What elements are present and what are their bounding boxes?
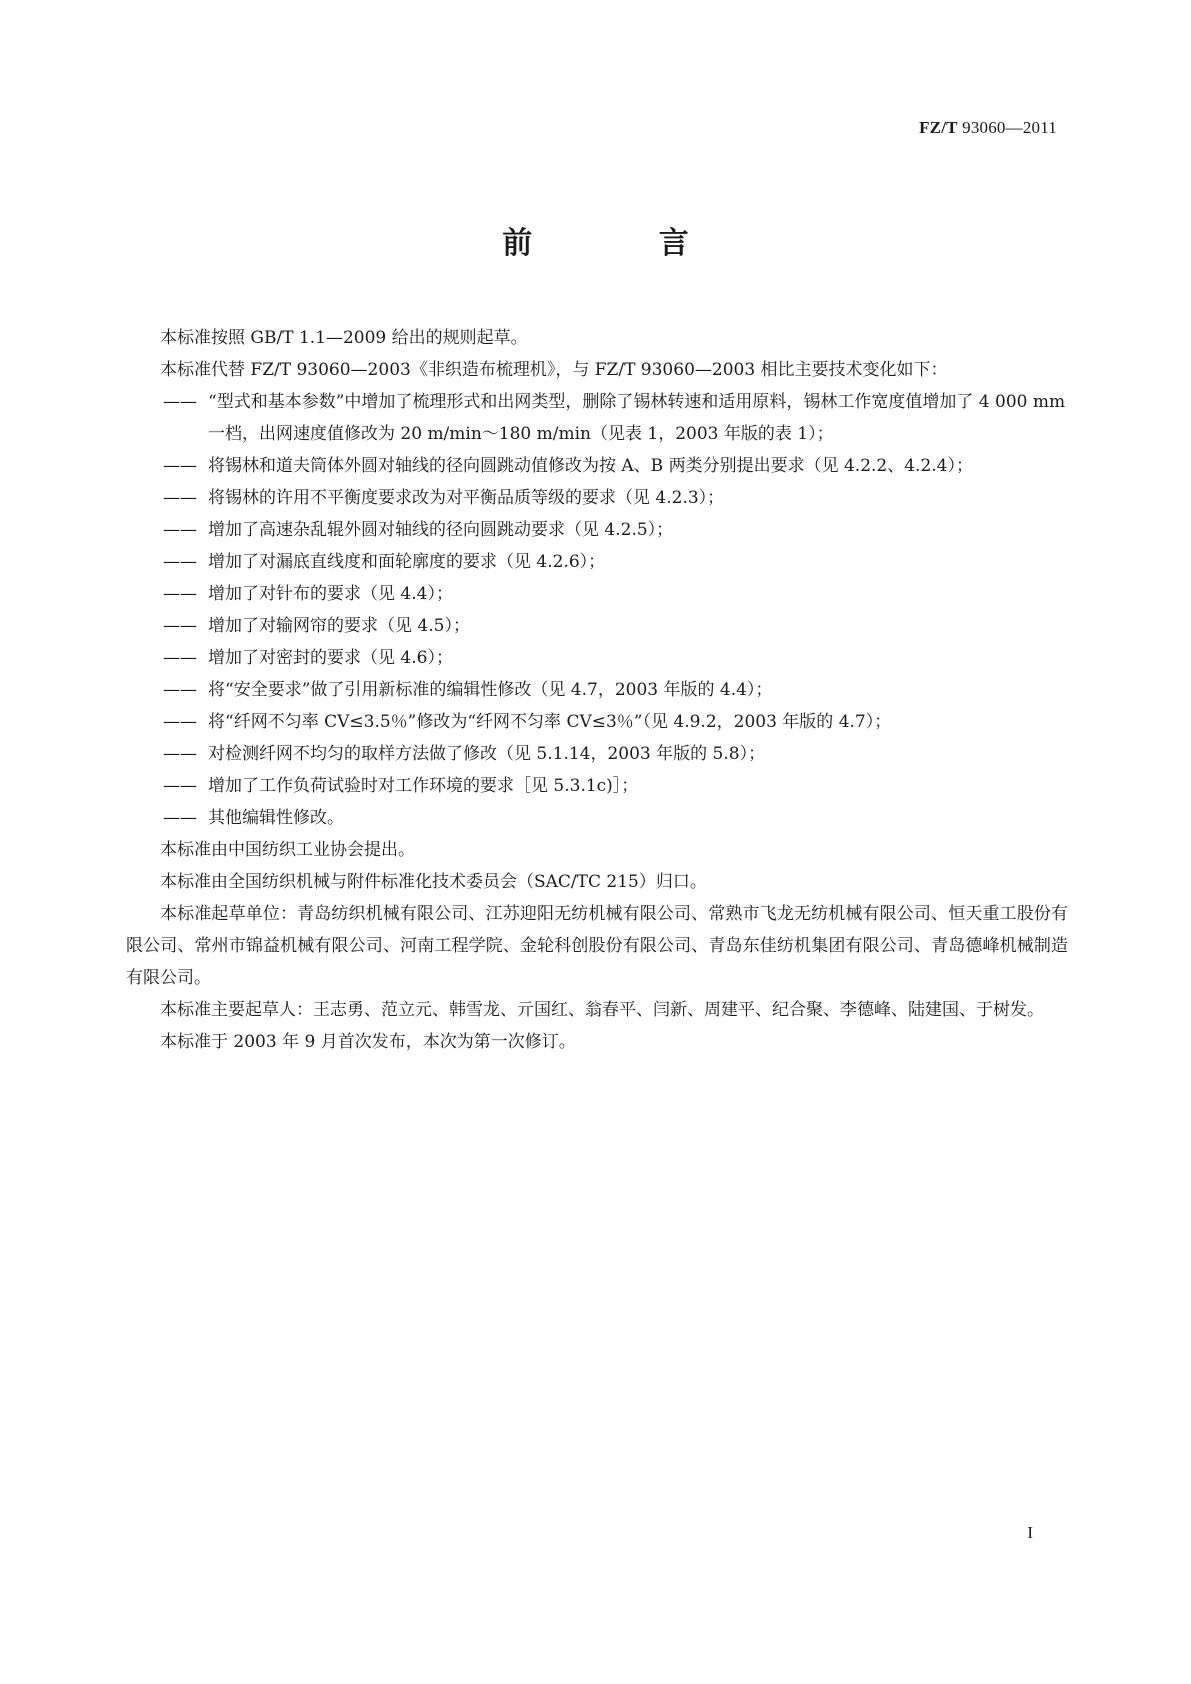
- change-item-text: 将锡林的许用不平衡度要求改为对平衡品质等级的要求（见 4.2.3）；: [208, 488, 725, 508]
- change-item: [126, 706, 1068, 738]
- dash-marker: ——: [163, 520, 197, 540]
- standard-code: [919, 118, 1057, 138]
- change-item: [126, 546, 1068, 578]
- dash-marker: ——: [163, 552, 197, 572]
- document-body: [126, 322, 1068, 1058]
- change-item: [126, 674, 1068, 706]
- standard-code-number: 93060—2011: [957, 118, 1057, 137]
- page-title: 前 言: [502, 226, 747, 261]
- dash-marker: ——: [163, 712, 197, 732]
- dash-marker: ——: [163, 616, 197, 636]
- change-item: [126, 578, 1068, 610]
- dash-marker: ——: [163, 456, 197, 476]
- dash-marker: ——: [163, 808, 197, 828]
- change-item: [126, 770, 1068, 802]
- paragraph-drafting-rules: 本标准按照 GB/T 1.1—2009 给出的规则起草。: [160, 328, 528, 348]
- change-item-text: 将“安全要求”做了引用新标准的编辑性修改（见 4.7，2003 年版的 4.4）；: [208, 680, 773, 700]
- change-item-text: 增加了对针布的要求（见 4.4）；: [208, 584, 453, 604]
- change-item: [126, 642, 1068, 674]
- dash-marker: ——: [163, 680, 197, 700]
- dash-marker: ——: [163, 648, 197, 668]
- change-item: [126, 482, 1068, 514]
- change-item-text: “型式和基本参数”中增加了梳理形式和出网类型，删除了锡林转速和适用原料，锡林工作宽度值增加了 4 000 mm 一档，出网速度值修改为 20 m/min～180 m/min（见表 1，2003 年版的表 1）；: [208, 392, 1066, 444]
- paragraph-release-history: 本标准于 2003 年 9 月首次发布，本次为第一次修订。: [160, 1032, 576, 1052]
- page-number: I: [1027, 1523, 1033, 1542]
- change-item: [126, 386, 1068, 450]
- change-item: [126, 802, 1068, 834]
- dash-marker: ——: [163, 392, 197, 412]
- dash-marker: ——: [163, 584, 197, 604]
- standard-code-prefix: FZ/T: [919, 118, 958, 137]
- change-item-text: 增加了对输网帘的要求（见 4.5）；: [208, 616, 470, 636]
- paragraph-proposer: 本标准由中国纺织工业协会提出。: [160, 840, 415, 860]
- change-list: [126, 386, 1068, 834]
- change-item: [126, 738, 1068, 770]
- change-item-text: 增加了对漏底直线度和面轮廓度的要求（见 4.2.6）；: [208, 552, 606, 572]
- change-item-text: 其他编辑性修改。: [208, 808, 344, 828]
- change-item-text: 将“纤网不匀率 CV≤3.5％”修改为“纤网不匀率 CV≤3％”（见 4.9.2，2003 年版的 4.7）；: [208, 712, 892, 732]
- change-item-text: 将锡林和道夫筒体外圆对轴线的径向圆跳动值修改为按 A、B 两类分别提出要求（见 4.2.2、4.2.4）；: [208, 456, 973, 476]
- change-item: [126, 514, 1068, 546]
- dash-marker: ——: [163, 776, 197, 796]
- paragraph-drafting-units: 本标准起草单位：青岛纺织机械有限公司、江苏迎阳无纺机械有限公司、常熟市飞龙无纺机械有限公司、恒天重工股份有限公司、常州市锦益机械有限公司、河南工程学院、金轮科创股份有限公司、青岛东佳纺机集团有限公司、青岛德峰机械制造有限公司。: [126, 904, 1068, 988]
- change-item-text: 对检测纤网不均匀的取样方法做了修改（见 5.1.14，2003 年版的 5.8）；: [208, 744, 766, 764]
- paragraph-replacement: 本标准代替 FZ/T 93060—2003《非织造布梳理机》，与 FZ/T 93060—2003 相比主要技术变化如下：: [160, 360, 948, 380]
- change-item-text: 增加了工作负荷试验时对工作环境的要求［见 5.3.1c)］；: [208, 776, 639, 796]
- paragraph-committee: 本标准由全国纺织机械与附件标准化技术委员会（SAC/TC 215）归口。: [160, 872, 707, 892]
- change-item-text: 增加了高速杂乱辊外圆对轴线的径向圆跳动要求（见 4.2.5）；: [208, 520, 674, 540]
- dash-marker: ——: [163, 488, 197, 508]
- change-item-text: 增加了对密封的要求（见 4.6）；: [208, 648, 453, 668]
- change-item: [126, 450, 1068, 482]
- change-item: [126, 610, 1068, 642]
- paragraph-drafters: 本标准主要起草人：王志勇、范立元、韩雪龙、亓国红、翁春平、闫新、周建平、纪合聚、李德峰、陆建国、于树发。: [160, 1000, 1044, 1020]
- dash-marker: ——: [163, 744, 197, 764]
